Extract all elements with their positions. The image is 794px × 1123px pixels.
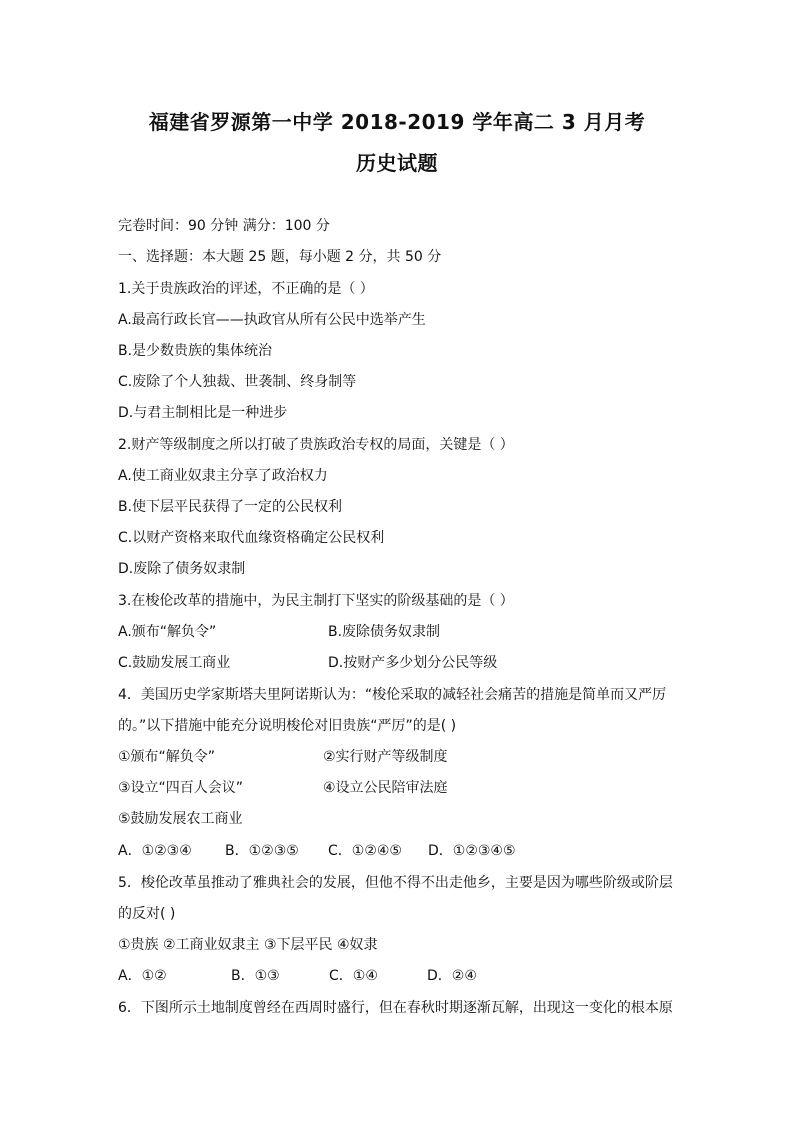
q1-option-b: B.是少数贵族的集体统治: [118, 343, 273, 359]
q5-stem-line1: 5．梭伦改革虽推动了雅典社会的发展，但他不得不出走他乡，主要是因为哪些阶级或阶层: [118, 875, 673, 891]
q4-item-4: ④设立公民陪审法庭: [323, 780, 448, 796]
q4-item-2: ②实行财产等级制度: [323, 749, 448, 765]
exam-title: 福建省罗源第一中学 2018-2019 学年高二 3 月月考: [148, 110, 646, 134]
time-score-info: 完卷时间：90 分钟 满分：100 分: [118, 218, 330, 234]
q3-option-a: A.颁布“解负令”: [118, 624, 217, 640]
q1-option-c: C.废除了个人独裁、世袭制、终身制等: [118, 374, 357, 390]
q2-option-b: B.使下层平民获得了一定的公民权利: [118, 499, 343, 515]
q5-stem-line2: 的反对( ): [118, 906, 176, 922]
q4-option-a: A．①②③④: [118, 843, 192, 859]
q2-option-c: C.以财产资格来取代血缘资格确定公民权利: [118, 530, 385, 546]
q4-stem-line2: 的。”以下措施中能充分说明梭伦对旧贵族“严厉”的是( ): [118, 718, 457, 734]
q4-stem-line1: 4．美国历史学家斯塔夫里阿诺斯认为：“梭伦采取的减轻社会痛苦的措施是简单而又严厉: [118, 687, 667, 703]
q5-option-b: B．①③: [231, 968, 280, 984]
q1-stem: 1.关于贵族政治的评述，不正确的是（ ）: [118, 281, 374, 297]
q5-items: ①贵族 ②工商业奴隶主 ③下层平民 ④奴隶: [118, 937, 378, 953]
q5-option-a: A．①②: [118, 968, 167, 984]
q2-option-a: A.使工商业奴隶主分享了政治权力: [118, 468, 328, 484]
q4-option-c: C．①②④⑤: [328, 843, 402, 859]
exam-subtitle: 历史试题: [356, 151, 438, 175]
q4-item-1: ①颁布“解负令”: [118, 749, 216, 765]
q3-stem: 3.在梭伦改革的措施中，为民主制打下坚实的阶级基础的是（ ）: [118, 593, 514, 609]
q4-option-b: B．①②③⑤: [225, 843, 299, 859]
q4-option-d: D．①②③④⑤: [428, 843, 516, 859]
q2-option-d: D.废除了债务奴隶制: [118, 561, 246, 577]
q4-item-3: ③设立“四百人会议”: [118, 780, 244, 796]
q1-option-a: A.最高行政长官——执政官从所有公民中选举产生: [118, 312, 426, 328]
section-heading: 一、选择题：本大题 25 题，每小题 2 分，共 50 分: [118, 249, 442, 265]
q3-option-c: C.鼓励发展工商业: [118, 655, 231, 671]
q4-item-5: ⑤鼓励发展农工商业: [118, 811, 243, 827]
q6-stem-line1: 6．下图所示土地制度曾经在西周时盛行，但在春秋时期逐渐瓦解，出现这一变化的根本原: [118, 1000, 673, 1016]
q3-option-d: D.按财产多少划分公民等级: [328, 655, 498, 671]
q5-option-c: C．①④: [329, 968, 378, 984]
q5-option-d: D．②④: [427, 968, 477, 984]
q2-stem: 2.财产等级制度之所以打破了贵族政治专权的局面，关键是（ ）: [118, 437, 514, 453]
q3-option-b: B.废除债务奴隶制: [328, 624, 441, 640]
q1-option-d: D.与君主制相比是一种进步: [118, 405, 288, 421]
